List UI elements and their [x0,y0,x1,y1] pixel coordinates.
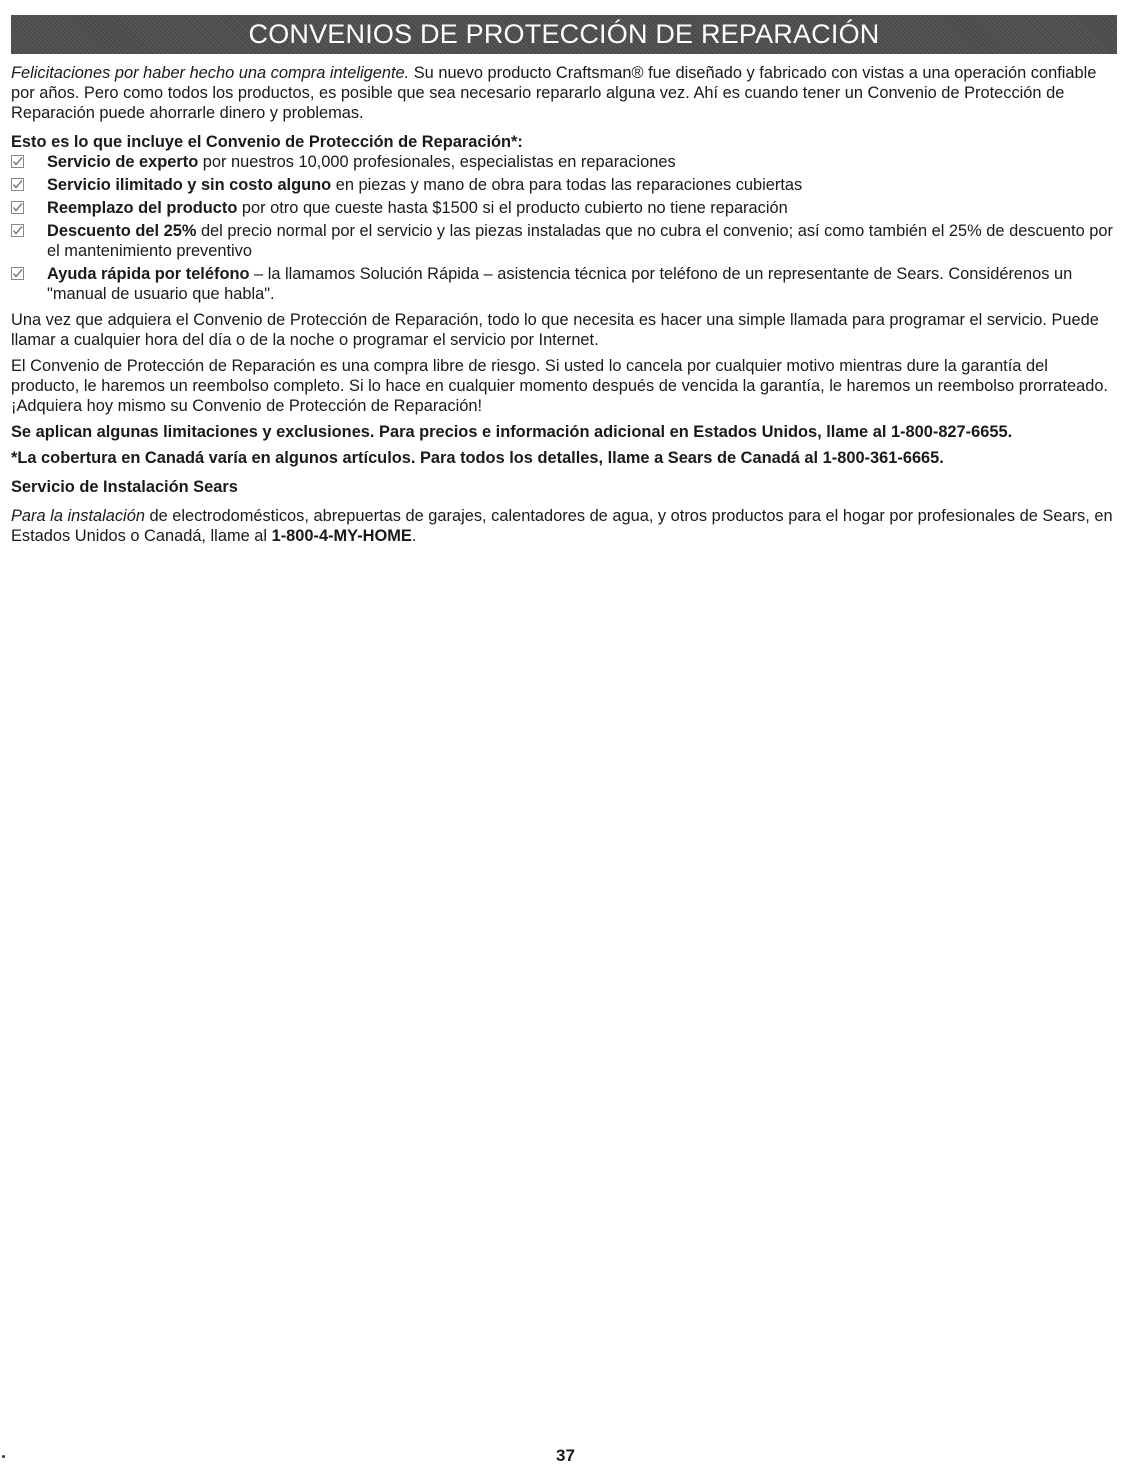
install-paragraph [11,506,1117,546]
install-text: de electrodomésticos, abrepuertas de garajes, calentadores de agua, y otros productos para el hogar por profesionales de Sears, en Estados Unidos o Canadá, llame al [11,507,1113,545]
feature-item [11,152,1117,172]
limitations-note: Se aplican algunas limitaciones y exclusiones. Para precios e información adicional en Estados Unidos, llame al 1-800-827-6655. [11,423,1013,441]
scan-mark [2,1455,5,1458]
checkbox-icon [11,221,47,237]
feature-item [11,198,1117,218]
feature-title: Ayuda rápida por teléfono [47,265,250,283]
intro-paragraph [11,63,1117,123]
feature-item [11,175,1117,195]
feature-item [11,221,1117,261]
checkbox-icon [11,152,47,168]
document-body [11,63,1117,546]
intro-italic: Felicitaciones por haber hecho una compra inteligente. [11,64,410,82]
page-number: 37 [556,1446,575,1465]
feature-text: del precio normal por el servicio y las piezas instaladas que no cubra el convenio; así como también el 25% de descuento por el mantenimiento preventivo [47,222,1113,260]
feature-text: – la llamamos Solución Rápida – asistencia técnica por teléfono de un representante de Sears. Considérenos un "manual de usuario que habla". [47,265,1073,303]
includes-heading: Esto es lo que incluye el Convenio de Protección de Reparación*: [11,133,523,151]
risk-free-paragraph: El Convenio de Protección de Reparación es una compra libre de riesgo. Si usted lo cancela por cualquier motivo mientras dure la garantía del producto, le haremos un reembolso completo. Si lo hace en cualquier momento después de vencida la garantía, le haremos un reembolso prorrateado. ¡Adquiera hoy mismo su Convenio de Protección de Reparación! [11,357,1108,415]
install-italic: Para la instalación [11,507,145,525]
install-phone: 1-800-4-MY-HOME [271,527,412,545]
title-banner [11,15,1117,54]
features-list [11,152,1117,304]
call-paragraph: Una vez que adquiera el Convenio de Protección de Reparación, todo lo que necesita es hacer una simple llamada para programar el servicio. Puede llamar a cualquier hora del día o de la noche o programar el servicio por Internet. [11,311,1099,349]
install-end: . [411,527,417,545]
feature-title: Reemplazo del producto [47,199,238,217]
feature-text: en piezas y mano de obra para todas las reparaciones cubiertas [331,176,803,194]
checkbox-icon [11,264,47,280]
install-heading: Servicio de Instalación Sears [11,478,238,496]
page-title: CONVENIOS DE PROTECCIÓN DE REPARACIÓN [248,19,880,49]
feature-title: Servicio ilimitado y sin costo alguno [47,176,332,194]
feature-text: por nuestros 10,000 profesionales, especialistas en reparaciones [198,153,676,171]
checkbox-icon [11,198,47,214]
checkbox-icon [11,175,47,191]
canada-note: *La cobertura en Canadá varía en algunos artículos. Para todos los detalles, llame a Sears de Canadá al 1-800-361-6665. [11,449,944,467]
feature-title: Descuento del 25% [47,222,197,240]
feature-text: por otro que cueste hasta $1500 si el producto cubierto no tiene reparación [237,199,788,217]
feature-title: Servicio de experto [47,153,199,171]
feature-item [11,264,1117,304]
intro-text: Su nuevo producto Craftsman® fue diseñado y fabricado con vistas a una operación confiable por años. Pero como todos los productos, es posible que sea necesario repararlo alguna vez. Ahí es cuando tener un Convenio de Protección de Reparación puede ahorrarle dinero y problemas. [11,64,1097,122]
